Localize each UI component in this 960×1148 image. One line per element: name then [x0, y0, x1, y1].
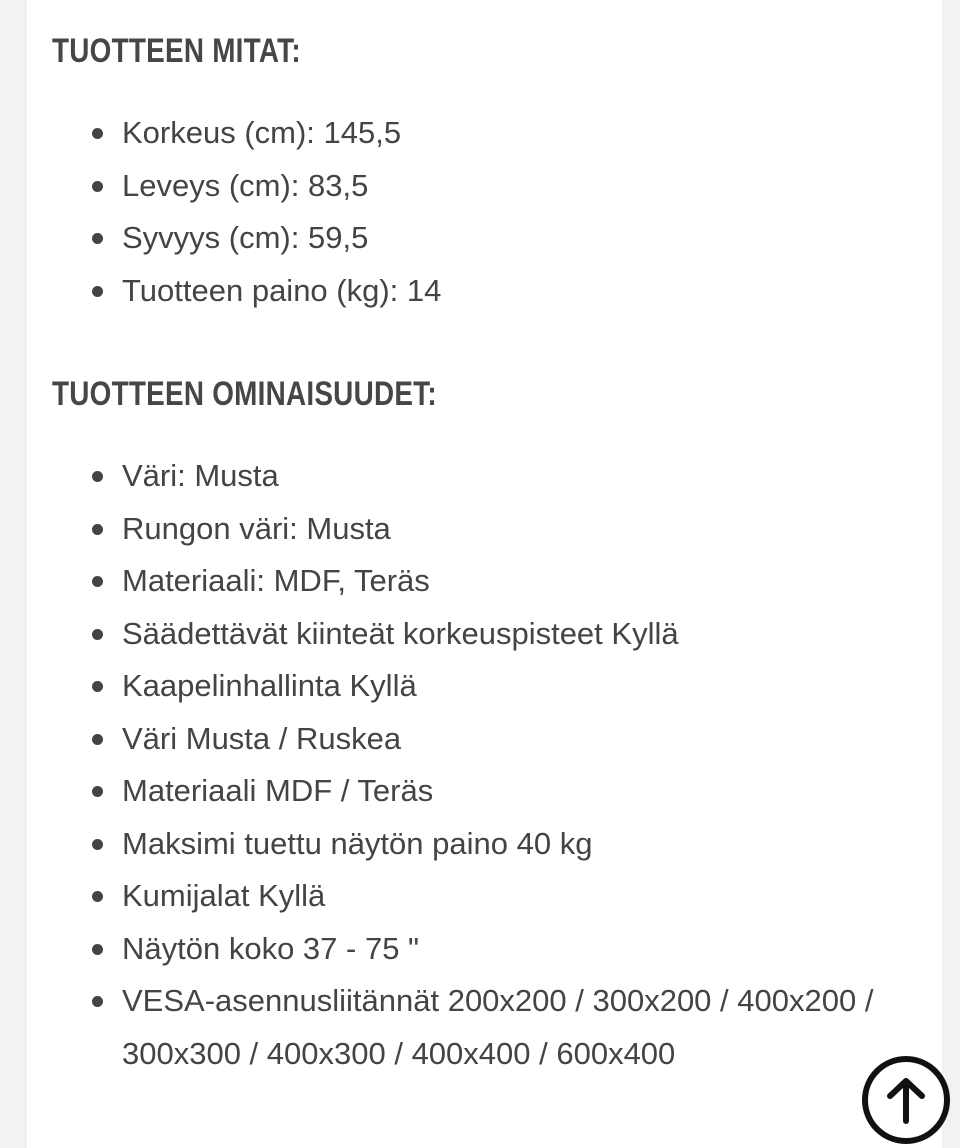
list-item: Rungon väri: Musta: [122, 503, 882, 556]
list-item: Tuotteen paino (kg): 14: [122, 265, 882, 318]
list-item: Väri Musta / Ruskea: [122, 713, 882, 766]
features-heading: TUOTTEEN OMINAISUUDET:: [52, 375, 437, 413]
list-item: Materiaali MDF / Teräs: [122, 765, 882, 818]
list-item: Syvyys (cm): 59,5: [122, 212, 882, 265]
list-item: Säädettävät kiinteät korkeuspisteet Kyllä: [122, 608, 882, 661]
list-item: Maksimi tuettu näytön paino 40 kg: [122, 818, 882, 871]
product-details-card: [27, 0, 942, 1148]
list-item: Leveys (cm): 83,5: [122, 160, 882, 213]
dimensions-heading: TUOTTEEN MITAT:: [52, 32, 301, 70]
list-item: Näytön koko 37 - 75 ": [122, 923, 882, 976]
list-item: VESA-asennusliitännät 200x200 / 300x200 / 400x200 / 300x300 / 400x300 / 400x400 / 600x400: [122, 975, 882, 1080]
dimensions-list: [27, 107, 882, 317]
list-item: Kaapelinhallinta Kyllä: [122, 660, 882, 713]
list-item: Kumijalat Kyllä: [122, 870, 882, 923]
scroll-to-top-button[interactable]: [862, 1056, 950, 1144]
features-list: [27, 450, 882, 1080]
list-item: Korkeus (cm): 145,5: [122, 107, 882, 160]
arrow-up-icon: [884, 1075, 928, 1125]
list-item: Väri: Musta: [122, 450, 882, 503]
list-item: Materiaali: MDF, Teräs: [122, 555, 882, 608]
